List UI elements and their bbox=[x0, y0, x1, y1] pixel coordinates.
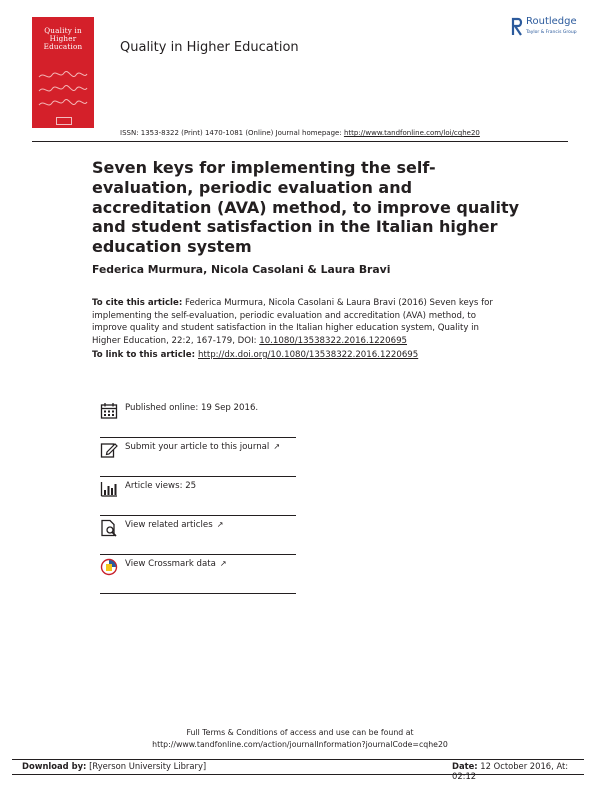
cover-title-line: Education bbox=[43, 42, 83, 51]
external-link-icon: ↗ bbox=[216, 520, 224, 529]
article-views-row bbox=[100, 477, 296, 516]
crossmark-label: View Crossmark data bbox=[125, 559, 216, 569]
terms-url[interactable]: http://www.tandfonline.com/action/journalInformation?journalCode=cqhe20 bbox=[152, 740, 448, 749]
publisher-tagline: Taylor & Francis Group bbox=[526, 30, 577, 35]
header-divider bbox=[32, 141, 568, 142]
cover-title bbox=[32, 27, 94, 51]
doi-link[interactable]: 10.1080/13538322.2016.1220695 bbox=[259, 335, 408, 346]
citation-block bbox=[92, 297, 502, 347]
cover-title-line: Quality in bbox=[44, 26, 82, 35]
cover-handwriting-graphic bbox=[36, 69, 90, 115]
crossmark-link[interactable] bbox=[125, 559, 227, 569]
calendar-icon bbox=[100, 402, 118, 420]
bar-chart-icon bbox=[100, 480, 118, 498]
article-link-line bbox=[92, 350, 418, 360]
terms-notice bbox=[0, 727, 600, 751]
issn-text: ISSN: 1353-8322 (Print) 1470-1081 (Online) Journal homepage: bbox=[120, 129, 344, 137]
terms-line: Full Terms & Conditions of access and use can be found at bbox=[186, 728, 414, 737]
download-date bbox=[452, 761, 584, 781]
cover-title-line: Higher bbox=[49, 34, 77, 43]
download-info-bar bbox=[12, 759, 584, 781]
published-online-row bbox=[100, 399, 296, 438]
routledge-r-icon bbox=[511, 17, 524, 37]
article-views-label: Article views: 25 bbox=[125, 481, 197, 491]
row-divider bbox=[100, 593, 296, 594]
download-date-label: Date: bbox=[452, 761, 478, 771]
issn-line bbox=[120, 129, 480, 137]
article-authors: Federica Murmura, Nicola Casolani & Laura Bravi bbox=[92, 263, 391, 276]
download-date-value: 12 October 2016, At: 02:12 bbox=[452, 761, 569, 781]
submit-article-link[interactable] bbox=[125, 442, 280, 452]
downloaded-by bbox=[22, 761, 206, 771]
crossmark-icon bbox=[100, 558, 118, 576]
journal-name: Quality in Higher Education bbox=[120, 40, 299, 55]
citation-label: To cite this article: bbox=[92, 298, 183, 308]
article-title: Seven keys for implementing the self-evaluation, periodic evaluation and accreditation (AVA) method, to improve quality and student satisfaction in the Italian higher education system bbox=[92, 158, 520, 257]
submit-article-row[interactable] bbox=[100, 438, 296, 477]
external-link-icon: ↗ bbox=[273, 442, 281, 451]
publisher-name: Routledge bbox=[526, 16, 577, 27]
edit-icon bbox=[100, 441, 118, 459]
crossmark-row[interactable] bbox=[100, 555, 296, 594]
journal-cover-image bbox=[32, 17, 94, 128]
downloaded-by-value: [Ryerson University Library] bbox=[86, 761, 207, 771]
article-url-link[interactable]: http://dx.doi.org/10.1080/13538322.2016.1220695 bbox=[198, 350, 419, 360]
document-icon bbox=[100, 519, 118, 537]
related-articles-link[interactable] bbox=[125, 520, 223, 530]
link-label: To link to this article: bbox=[92, 350, 199, 360]
cover-publisher-logo bbox=[56, 117, 72, 125]
journal-homepage-link[interactable]: http://www.tandfonline.com/loi/cqhe20 bbox=[343, 129, 480, 137]
published-online-label: Published online: 19 Sep 2016. bbox=[125, 403, 259, 413]
citation-text: Federica Murmura, Nicola Casolani & Laura Bravi (2016) Seven keys for implementing the self-evaluation, periodic evaluation and accreditation (AVA) method, to improve quality and student satisfaction in the Italian higher education system, Quality in Higher Education, 22:2, 167-179, DOI: bbox=[92, 298, 493, 346]
downloaded-by-label: Download by: bbox=[22, 761, 87, 771]
routledge-logo[interactable] bbox=[511, 17, 586, 39]
related-articles-label: View related articles bbox=[125, 520, 213, 530]
external-link-icon: ↗ bbox=[219, 559, 227, 568]
submit-article-label: Submit your article to this journal bbox=[125, 442, 270, 452]
related-articles-row[interactable] bbox=[100, 516, 296, 555]
